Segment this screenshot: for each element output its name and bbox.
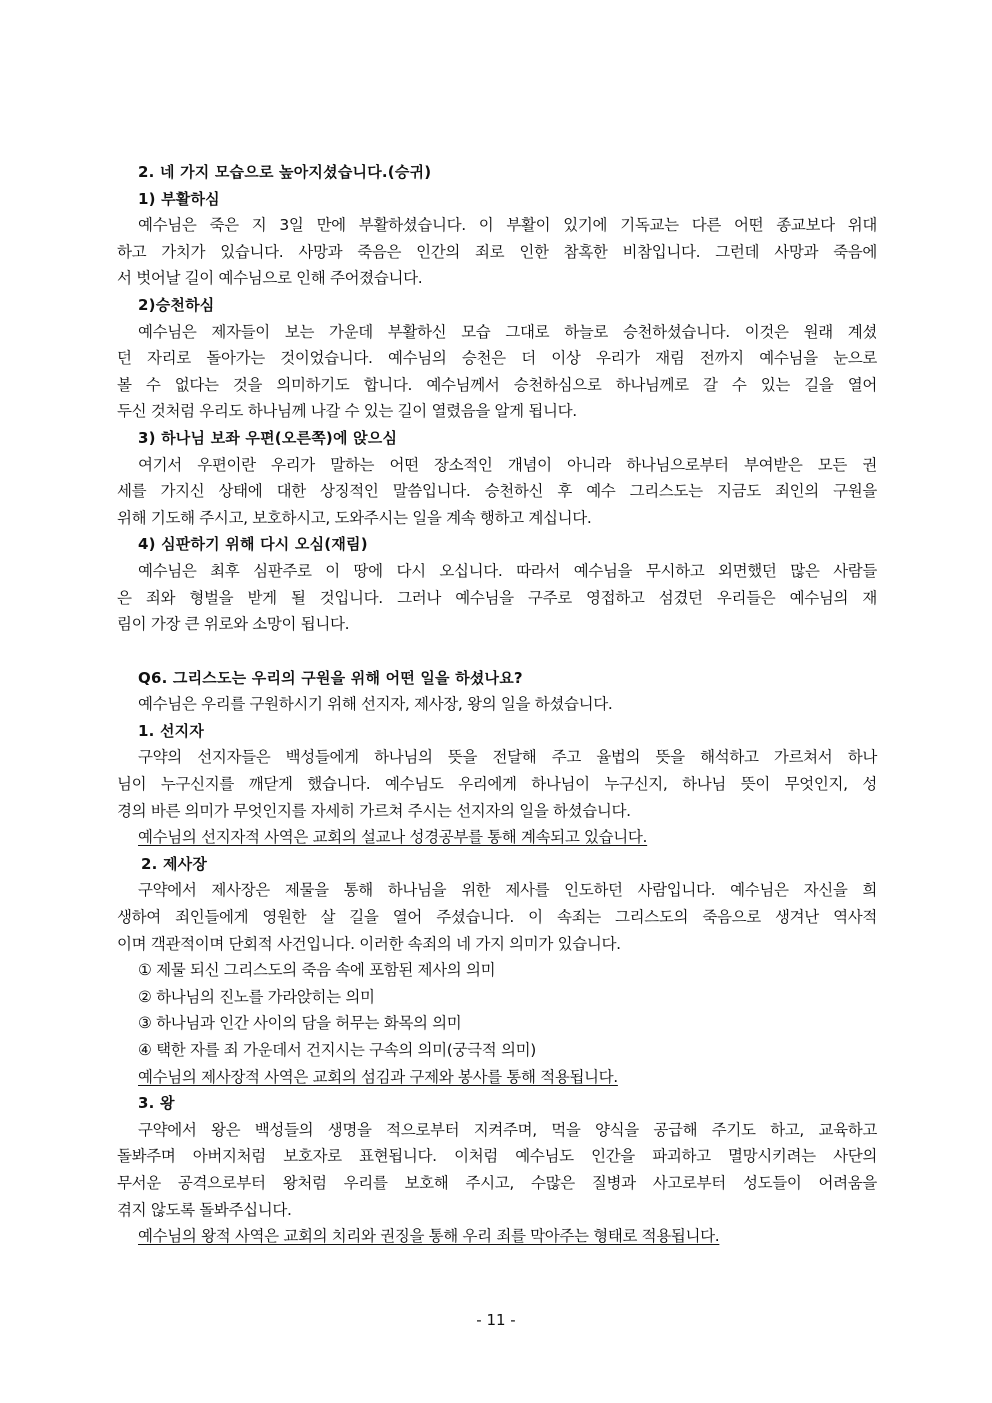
paragraph-line: 구약에서 제사장은 제물을 통해 하나님을 위한 제사를 인도하던 사람입니다. 예수님은 자신을 희 [138, 881, 877, 900]
paragraph-line: 림이 가장 큰 위로와 소망이 됩니다. [117, 615, 350, 634]
underlined-summary: 예수님의 선지자적 사역은 교회의 설교나 성경공부를 통해 계속되고 있습니다. [138, 828, 648, 847]
paragraph-line: 위해 기도해 주시고, 보호하시고, 도와주시는 일을 계속 행하고 계십니다. [117, 508, 592, 527]
paragraph-line: 예수님은 최후 심판주로 이 땅에 다시 오십니다. 따라서 예수님을 무시하고 외면했던 많은 사람들 [138, 561, 877, 580]
subsection-heading: 1) 부활하심 [138, 189, 220, 208]
paragraph-line: 예수님은 죽은 지 3일 만에 부활하셨습니다. 이 부활이 있기에 기독교는 다른 어떤 종교보다 위대 [138, 216, 877, 235]
paragraph-line: 은 죄와 형벌을 받게 될 것입니다. 그러나 예수님을 구주로 영접하고 섬겼던 우리들은 예수님의 재 [117, 588, 877, 607]
paragraph-line: 생하여 죄인들에게 영원한 살 길을 열어 주셨습니다. 이 속죄는 그리스도의 죽음으로 생겨난 역사적 [117, 908, 877, 927]
paragraph-line: 볼 수 없다는 것을 의미하기도 합니다. 예수님께서 승천하심으로 하나님께로 갈 수 있는 길을 열어 [117, 375, 877, 394]
atonement-item: ② 하나님의 진노를 가라앉히는 의미 [138, 987, 375, 1006]
priest-summary [117, 1064, 877, 1091]
paragraph-line: 서 벗어날 길이 예수님으로 인해 주어졌습니다. [117, 269, 423, 288]
paragraph-line: 경의 바른 의미가 무엇인지를 자세히 가르쳐 주시는 선지자의 일을 하셨습니다. [117, 801, 631, 820]
paragraph-line: 이며 객관적이며 단회적 사건입니다. 이러한 속죄의 네 가지 의미가 있습니다. [117, 934, 621, 953]
paragraph-line: 님이 누구신지를 깨닫게 했습니다. 예수님도 우리에게 하나님이 누구신지, 하나님 뜻이 무엇인지, 성 [117, 775, 877, 794]
document-body [117, 159, 877, 1250]
paragraph-line: 하고 가치가 있습니다. 사망과 죽음은 인간의 죄로 인한 참혹한 비참입니다. 그런데 사망과 죽음에 [117, 242, 877, 261]
paragraph-line: 구약의 선지자들은 백성들에게 하나님의 뜻을 전달해 주고 율법의 뜻을 해석하고 가르쳐서 하나 [138, 748, 877, 767]
atonement-item: ③ 하나님과 인간 사이의 담을 허무는 화목의 의미 [138, 1014, 462, 1033]
prophet-summary [117, 824, 877, 851]
question-heading: Q6. 그리스도는 우리의 구원을 위해 어떤 일을 하셨나요? [138, 668, 523, 687]
paragraph-line: 세를 가지신 상태에 대한 상징적인 말씀입니다. 승천하신 후 예수 그리스도는 지금도 죄인의 구원을 [117, 482, 877, 501]
paragraph-line: 구약에서 왕은 백성들의 생명을 적으로부터 지켜주며, 먹을 양식을 공급해 주기도 하고, 교육하고 [138, 1120, 877, 1139]
underlined-summary: 예수님의 왕적 사역은 교회의 치리와 권징을 통해 우리 죄를 막아주는 형태로 적용됩니다. [138, 1227, 720, 1246]
paragraph-line: 예수님은 제자들이 보는 가운데 부활하신 모습 그대로 하늘로 승천하셨습니다. 이것은 원래 계셨 [138, 322, 877, 341]
atonement-item: ④ 택한 자를 죄 가운데서 건지시는 구속의 의미(궁극적 의미) [138, 1041, 536, 1059]
paragraph-line: 던 자리로 돌아가는 것이었습니다. 예수님의 승천은 더 이상 우리가 재림 전까지 예수님을 눈으로 [117, 349, 877, 368]
paragraph-line: 겪지 않도록 돌봐주십니다. [117, 1200, 292, 1219]
section-heading: 2. 네 가지 모습으로 높아지셨습니다.(승귀) [138, 163, 432, 181]
section-spacer [117, 638, 877, 665]
king-summary [117, 1223, 877, 1250]
subsection-heading: 2)승천하심 [138, 295, 215, 314]
atonement-item: ① 제물 되신 그리스도의 죽음 속에 포함된 제사의 의미 [138, 961, 496, 980]
paragraph-line: 두신 것처럼 우리도 하나님께 나갈 수 있는 길이 열렸음을 알게 됩니다. [117, 402, 577, 421]
king-heading: 3. 왕 [138, 1094, 175, 1113]
paragraph-line: 무서운 공격으로부터 왕처럼 우리를 보호해 주시고, 수많은 질병과 사고로부터 성도들이 어려움을 [117, 1173, 877, 1192]
subsection-heading: 3) 하나님 보좌 우편(오른쪽)에 앉으심 [138, 428, 398, 447]
question-intro: 예수님은 우리를 구원하시기 위해 선지자, 제사장, 왕의 일을 하셨습니다. [138, 695, 613, 714]
priest-heading: 2. 제사장 [141, 854, 208, 873]
subsection-heading: 4) 심판하기 위해 다시 오심(재림) [138, 535, 368, 554]
underlined-summary: 예수님의 제사장적 사역은 교회의 섬김과 구제와 봉사를 통해 적용됩니다. [138, 1067, 618, 1086]
paragraph-line: 여기서 우편이란 우리가 말하는 어떤 장소적인 개념이 아니라 하나님으로부터 부여받은 모든 권 [138, 455, 877, 474]
prophet-heading: 1. 선지자 [138, 721, 205, 740]
page-number: - 11 - [476, 1311, 516, 1329]
paragraph-line: 돌봐주며 아버지처럼 보호자로 표현됩니다. 이처럼 예수님도 인간을 파괴하고 멸망시키려는 사단의 [117, 1147, 877, 1166]
